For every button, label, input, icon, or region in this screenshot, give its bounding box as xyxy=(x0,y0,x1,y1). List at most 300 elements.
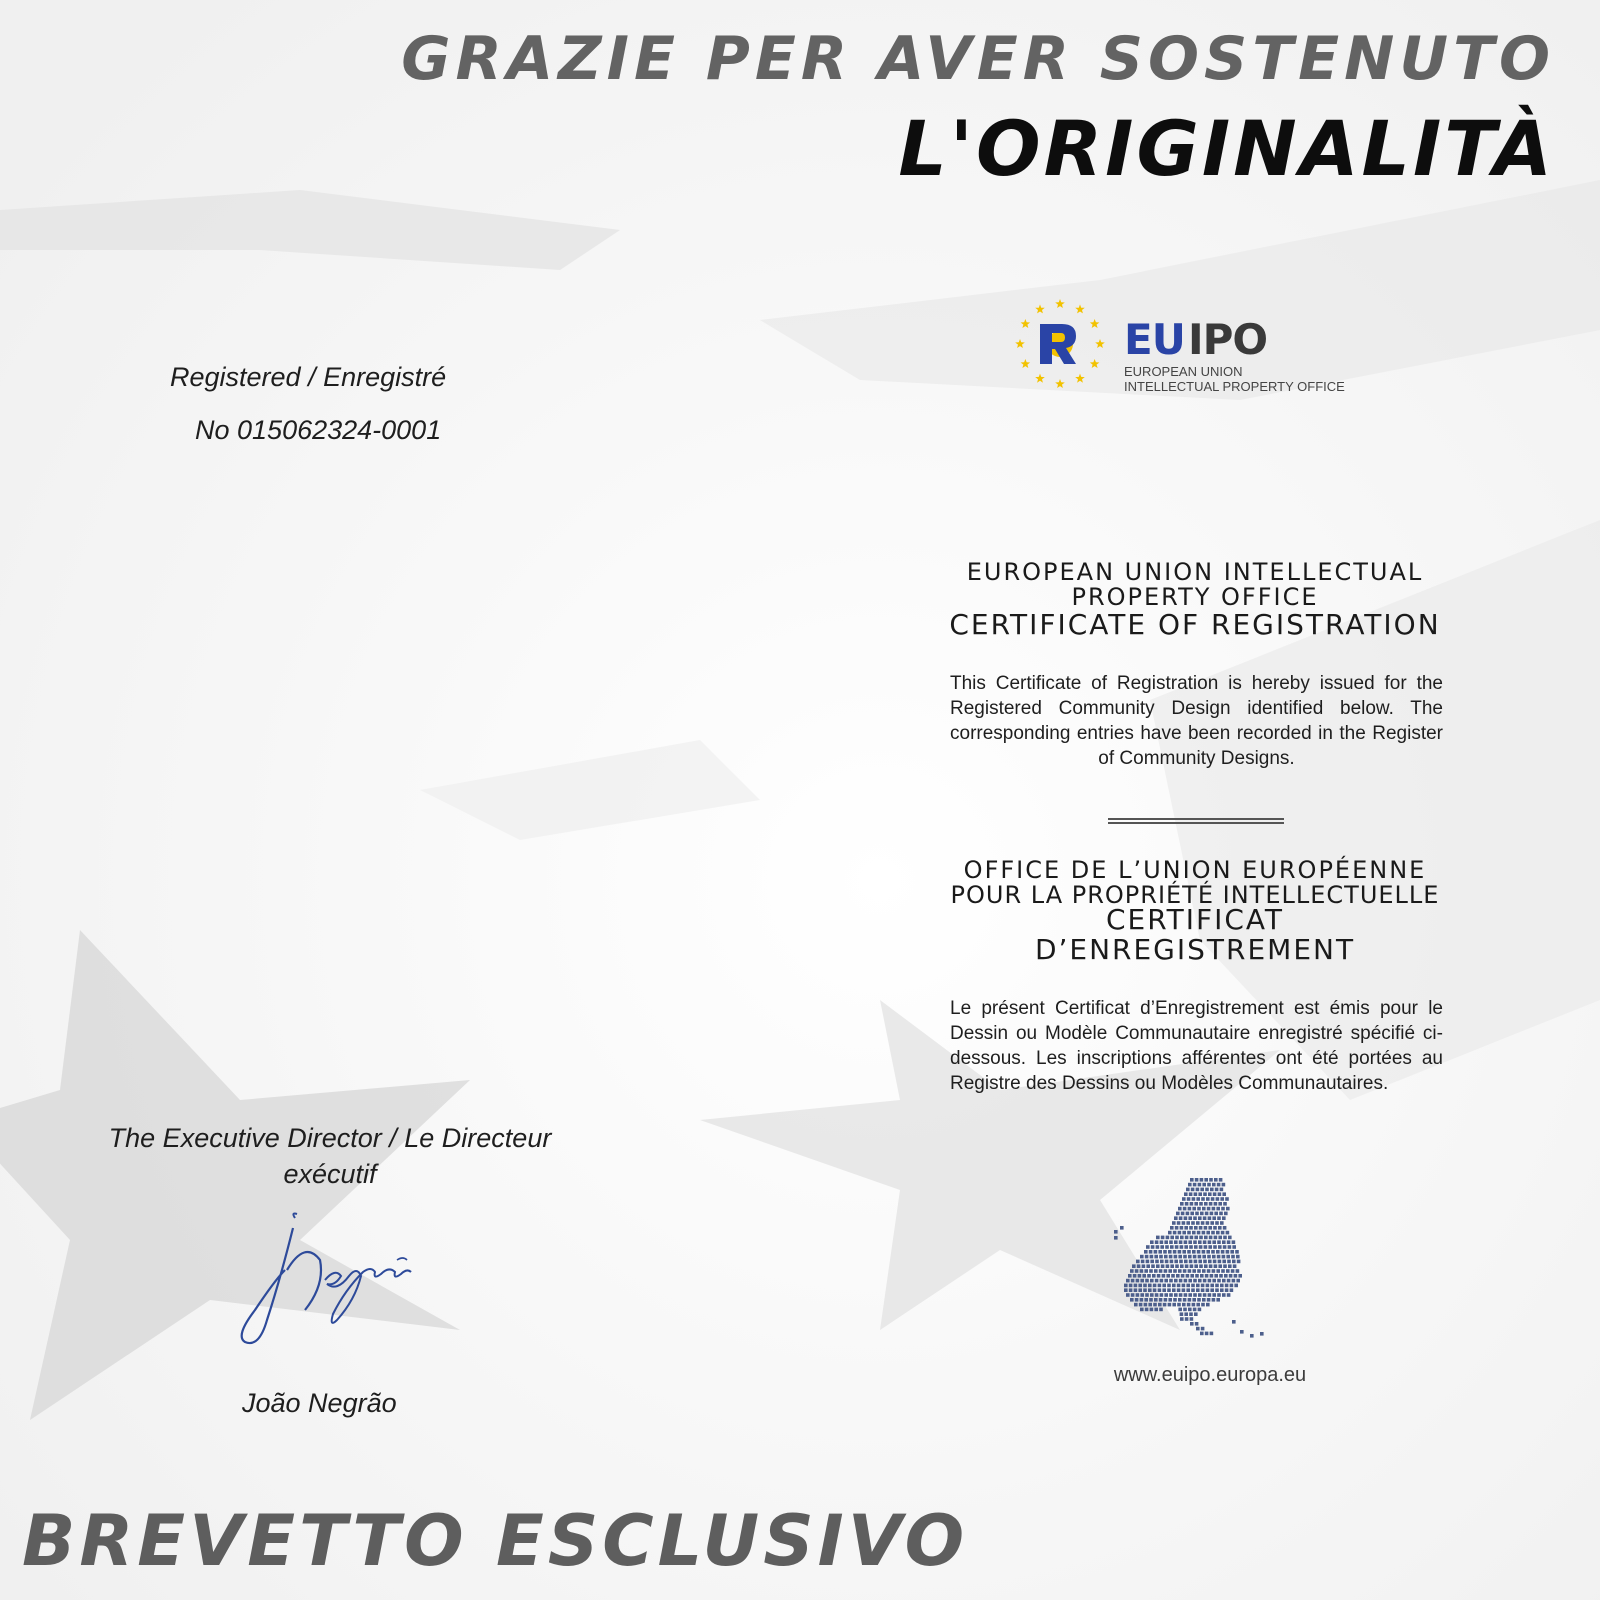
map-dot xyxy=(1156,1264,1160,1268)
map-dot xyxy=(1143,1284,1147,1288)
map-dot xyxy=(1168,1231,1172,1235)
map-dot xyxy=(1199,1226,1203,1230)
map-dot xyxy=(1153,1284,1157,1288)
map-dot xyxy=(1199,1202,1203,1206)
map-dot xyxy=(1114,1230,1118,1234)
map-dot xyxy=(1250,1334,1254,1338)
map-dot xyxy=(1140,1279,1144,1283)
map-dot xyxy=(1161,1264,1165,1268)
map-dot xyxy=(1164,1293,1168,1297)
map-dot xyxy=(1223,1264,1227,1268)
map-dot xyxy=(1137,1264,1141,1268)
map-dot xyxy=(1226,1207,1230,1211)
map-dot xyxy=(1200,1178,1204,1182)
map-dot xyxy=(1232,1240,1236,1244)
map-dot xyxy=(1134,1303,1138,1307)
map-dot xyxy=(1173,1250,1177,1254)
map-dot xyxy=(1144,1250,1148,1254)
map-dot xyxy=(1220,1221,1224,1225)
map-dot xyxy=(1190,1236,1194,1240)
map-dot xyxy=(1193,1183,1197,1187)
map-dot xyxy=(1191,1284,1195,1288)
map-dot xyxy=(1173,1231,1177,1235)
map-dot xyxy=(1209,1264,1213,1268)
map-dot xyxy=(1225,1284,1229,1288)
map-dot xyxy=(1159,1308,1163,1312)
map-dot xyxy=(1189,1312,1193,1316)
map-dot xyxy=(1216,1269,1220,1273)
map-dot xyxy=(1153,1288,1157,1292)
map-dot xyxy=(1138,1288,1142,1292)
map-dot xyxy=(1193,1240,1197,1244)
map-dot xyxy=(1178,1269,1182,1273)
map-dot xyxy=(1168,1269,1172,1273)
map-dot xyxy=(1188,1216,1192,1220)
map-dot xyxy=(1182,1231,1186,1235)
map-dot xyxy=(1193,1293,1197,1297)
map-dot xyxy=(1186,1288,1190,1292)
map-dot xyxy=(1212,1293,1216,1297)
map-dot xyxy=(1212,1183,1216,1187)
map-dot xyxy=(1171,1274,1175,1278)
map-dot xyxy=(1187,1231,1191,1235)
map-dot xyxy=(1218,1260,1222,1264)
map-dot xyxy=(1184,1279,1188,1283)
map-dot xyxy=(1208,1279,1212,1283)
map-dot xyxy=(1159,1269,1163,1273)
map-dot xyxy=(1196,1288,1200,1292)
map-dot xyxy=(1160,1260,1164,1264)
map-dot xyxy=(1195,1212,1199,1216)
map-dot xyxy=(1192,1303,1196,1307)
map-dot xyxy=(1172,1221,1176,1225)
map-dot xyxy=(1187,1197,1191,1201)
map-dot xyxy=(1202,1269,1206,1273)
map-dot xyxy=(1129,1288,1133,1292)
map-dot xyxy=(1212,1207,1216,1211)
map-dot xyxy=(1178,1298,1182,1302)
map-dot xyxy=(1214,1264,1218,1268)
map-dot xyxy=(1134,1284,1138,1288)
map-dot xyxy=(1202,1183,1206,1187)
map-dot xyxy=(1210,1188,1214,1192)
map-dot xyxy=(1185,1236,1189,1240)
map-dot xyxy=(1150,1279,1154,1283)
map-dot xyxy=(1174,1216,1178,1220)
map-dot xyxy=(1150,1260,1154,1264)
map-dot xyxy=(1202,1255,1206,1259)
english-certificate-title: CERTIFICATE OF REGISTRATION xyxy=(949,608,1441,641)
logo-eu-text: EU xyxy=(1124,315,1185,364)
map-dot xyxy=(1172,1284,1176,1288)
map-dot xyxy=(1120,1226,1124,1230)
map-dot xyxy=(1194,1202,1198,1206)
map-dot xyxy=(1189,1260,1193,1264)
map-dot xyxy=(1237,1260,1241,1264)
map-dot xyxy=(1184,1245,1188,1249)
map-dot xyxy=(1225,1288,1229,1292)
director-signature xyxy=(225,1210,425,1360)
map-dot xyxy=(1140,1293,1144,1297)
map-dot xyxy=(1132,1264,1136,1268)
map-dot xyxy=(1180,1317,1184,1321)
map-dot xyxy=(1178,1231,1182,1235)
map-dot xyxy=(1192,1207,1196,1211)
map-dot xyxy=(1208,1245,1212,1249)
map-dot xyxy=(1149,1269,1153,1273)
map-dot xyxy=(1201,1284,1205,1288)
logo-star-icon xyxy=(1055,299,1065,308)
map-dot xyxy=(1190,1317,1194,1321)
map-dot xyxy=(1203,1192,1207,1196)
map-dot xyxy=(1184,1293,1188,1297)
map-dot xyxy=(1194,1264,1198,1268)
map-dot xyxy=(1181,1274,1185,1278)
map-dot xyxy=(1150,1255,1154,1259)
map-dot xyxy=(1114,1236,1118,1240)
map-dot xyxy=(1210,1274,1214,1278)
map-dot xyxy=(1216,1298,1220,1302)
map-dot xyxy=(1211,1231,1215,1235)
map-dot xyxy=(1190,1274,1194,1278)
map-dot xyxy=(1128,1274,1132,1278)
map-dot xyxy=(1196,1284,1200,1288)
map-dot xyxy=(1222,1192,1226,1196)
map-dot xyxy=(1162,1284,1166,1288)
map-dot xyxy=(1144,1298,1148,1302)
map-dot xyxy=(1228,1245,1232,1249)
map-dot xyxy=(1215,1188,1219,1192)
map-dot xyxy=(1199,1236,1203,1240)
map-dot xyxy=(1209,1178,1213,1182)
map-dot xyxy=(1232,1320,1236,1324)
map-dot xyxy=(1188,1240,1192,1244)
map-dot xyxy=(1176,1274,1180,1278)
map-dot xyxy=(1232,1260,1236,1264)
map-dot xyxy=(1170,1245,1174,1249)
map-dot xyxy=(1133,1274,1137,1278)
map-dot xyxy=(1154,1250,1158,1254)
map-dot xyxy=(1212,1240,1216,1244)
map-dot xyxy=(1149,1298,1153,1302)
map-dot xyxy=(1124,1288,1128,1292)
map-dot xyxy=(1160,1245,1164,1249)
map-dot xyxy=(1228,1236,1232,1240)
map-dot xyxy=(1202,1298,1206,1302)
map-dot xyxy=(1192,1269,1196,1273)
map-dot xyxy=(1186,1221,1190,1225)
map-dot xyxy=(1188,1279,1192,1283)
map-dot xyxy=(1185,1317,1189,1321)
map-dot xyxy=(1201,1221,1205,1225)
map-dot xyxy=(1177,1288,1181,1292)
map-dot xyxy=(1222,1260,1226,1264)
map-dot xyxy=(1219,1274,1223,1278)
map-dot xyxy=(1167,1284,1171,1288)
logo-subtitle-line-1: EUROPEAN UNION xyxy=(1124,364,1243,379)
map-dot xyxy=(1182,1288,1186,1292)
map-dot xyxy=(1152,1274,1156,1278)
map-dot xyxy=(1206,1221,1210,1225)
map-dot xyxy=(1197,1250,1201,1254)
map-dot xyxy=(1188,1183,1192,1187)
map-dot xyxy=(1154,1255,1158,1259)
map-dot xyxy=(1193,1255,1197,1259)
map-dot xyxy=(1213,1192,1217,1196)
map-dot xyxy=(1201,1288,1205,1292)
map-dot xyxy=(1200,1274,1204,1278)
map-dot xyxy=(1209,1236,1213,1240)
map-dot xyxy=(1204,1264,1208,1268)
map-dot xyxy=(1162,1274,1166,1278)
map-dot xyxy=(1210,1212,1214,1216)
map-dot xyxy=(1206,1231,1210,1235)
map-dot xyxy=(1194,1226,1198,1230)
map-dot xyxy=(1204,1226,1208,1230)
map-dot xyxy=(1146,1245,1150,1249)
map-dot xyxy=(1126,1293,1130,1297)
map-dot xyxy=(1158,1303,1162,1307)
map-dot xyxy=(1130,1298,1134,1302)
english-paragraph: This Certificate of Registration is hereby issued for the Registered Community Design identified below. The corresponding entries have been recorded in the Register of Community Designs. xyxy=(950,673,1443,769)
map-dot xyxy=(1201,1197,1205,1201)
map-dot xyxy=(1178,1250,1182,1254)
map-dot xyxy=(1160,1293,1164,1297)
map-dot xyxy=(1179,1279,1183,1283)
map-dot xyxy=(1221,1269,1225,1273)
map-dot xyxy=(1139,1303,1143,1307)
map-dot xyxy=(1208,1216,1212,1220)
map-dot xyxy=(1195,1274,1199,1278)
map-dot xyxy=(1165,1245,1169,1249)
map-dot xyxy=(1194,1260,1198,1264)
map-dot xyxy=(1232,1279,1236,1283)
map-dot xyxy=(1209,1202,1213,1206)
map-dot xyxy=(1224,1274,1228,1278)
map-dot xyxy=(1203,1279,1207,1283)
map-dot xyxy=(1227,1240,1231,1244)
map-dot xyxy=(1218,1245,1222,1249)
map-dot xyxy=(1230,1288,1234,1292)
map-dot xyxy=(1223,1202,1227,1206)
map-dot xyxy=(1226,1269,1230,1273)
map-dot xyxy=(1240,1330,1244,1334)
map-dot xyxy=(1217,1279,1221,1283)
map-dot xyxy=(1216,1197,1220,1201)
map-dot xyxy=(1182,1250,1186,1254)
map-dot xyxy=(1223,1245,1227,1249)
map-dot xyxy=(1208,1293,1212,1297)
english-office-line-2: PROPERTY OFFICE xyxy=(1071,583,1319,611)
map-dot xyxy=(1216,1207,1220,1211)
map-dot xyxy=(1194,1236,1198,1240)
map-dot xyxy=(1163,1303,1167,1307)
map-dot xyxy=(1210,1288,1214,1292)
map-dot xyxy=(1164,1255,1168,1259)
eu-stars-icon xyxy=(1012,296,1108,392)
map-dot xyxy=(1206,1197,1210,1201)
map-dot xyxy=(1190,1212,1194,1216)
banner-main-line: L'ORIGINALITÀ xyxy=(898,104,1555,193)
map-dot xyxy=(1179,1240,1183,1244)
map-dot xyxy=(1140,1298,1144,1302)
map-dot xyxy=(1165,1260,1169,1264)
map-dot xyxy=(1202,1250,1206,1254)
map-dot xyxy=(1154,1308,1158,1312)
map-dot xyxy=(1164,1298,1168,1302)
map-dot xyxy=(1174,1255,1178,1259)
map-dot xyxy=(1178,1308,1182,1312)
english-office-line-1: EUROPEAN UNION INTELLECTUAL xyxy=(966,558,1424,586)
registration-label: Registered / Enregistré xyxy=(170,362,447,392)
logo-star-icon xyxy=(1021,359,1031,368)
map-dot xyxy=(1155,1279,1159,1283)
map-dot xyxy=(1186,1284,1190,1288)
map-dot xyxy=(1159,1255,1163,1259)
map-dot xyxy=(1135,1298,1139,1302)
map-dot xyxy=(1217,1240,1221,1244)
map-dot xyxy=(1206,1288,1210,1292)
map-dot xyxy=(1198,1260,1202,1264)
map-dot xyxy=(1197,1231,1201,1235)
map-dot xyxy=(1223,1226,1227,1230)
map-dot xyxy=(1196,1188,1200,1192)
map-dot xyxy=(1221,1207,1225,1211)
map-dot xyxy=(1210,1221,1214,1225)
euipo-logo xyxy=(1012,296,1372,396)
map-dot xyxy=(1154,1298,1158,1302)
map-dot xyxy=(1222,1216,1226,1220)
map-dot xyxy=(1172,1303,1176,1307)
map-dot xyxy=(1208,1240,1212,1244)
map-dot xyxy=(1158,1288,1162,1292)
map-dot xyxy=(1178,1255,1182,1259)
map-dot xyxy=(1150,1240,1154,1244)
map-dot xyxy=(1145,1308,1149,1312)
map-dot xyxy=(1222,1279,1226,1283)
map-dot xyxy=(1156,1236,1160,1240)
french-office-line-1: OFFICE DE L’UNION EUROPÉENNE xyxy=(963,856,1427,884)
map-dot xyxy=(1203,1216,1207,1220)
map-dot xyxy=(1218,1192,1222,1196)
map-dot xyxy=(1208,1260,1212,1264)
map-dot xyxy=(1190,1264,1194,1268)
logo-star-icon xyxy=(1055,379,1065,388)
map-dot xyxy=(1170,1236,1174,1240)
map-dot xyxy=(1188,1255,1192,1259)
map-dot xyxy=(1180,1236,1184,1240)
map-dot xyxy=(1183,1308,1187,1312)
map-dot xyxy=(1218,1236,1222,1240)
map-dot xyxy=(1203,1240,1207,1244)
map-dot xyxy=(1206,1284,1210,1288)
banner-bottom-line: BREVETTO ESCLUSIVO xyxy=(22,1500,969,1582)
map-dot xyxy=(1205,1212,1209,1216)
map-dot xyxy=(1160,1279,1164,1283)
map-dot xyxy=(1229,1274,1233,1278)
map-dot xyxy=(1173,1298,1177,1302)
map-dot xyxy=(1168,1250,1172,1254)
map-dot xyxy=(1184,1226,1188,1230)
map-dot xyxy=(1179,1260,1183,1264)
map-dot xyxy=(1154,1269,1158,1273)
french-office-line-2: POUR LA PROPRIÉTÉ INTELLECTUELLE xyxy=(950,881,1440,909)
map-dot xyxy=(1170,1260,1174,1264)
map-dot xyxy=(1226,1250,1230,1254)
map-dot xyxy=(1212,1255,1216,1259)
map-dot xyxy=(1196,1197,1200,1201)
map-dot xyxy=(1214,1274,1218,1278)
logo-star-icon xyxy=(1021,319,1031,328)
map-dot xyxy=(1172,1288,1176,1292)
map-dot xyxy=(1204,1245,1208,1249)
map-dot xyxy=(1233,1264,1237,1268)
map-dot xyxy=(1212,1298,1216,1302)
section-divider xyxy=(1108,818,1284,824)
logo-subtitle-line-2: INTELLECTUAL PROPERTY OFFICE xyxy=(1124,379,1345,394)
map-dot xyxy=(1146,1264,1150,1268)
french-certificate-title-line-2: D’ENREGISTREMENT xyxy=(1034,933,1356,966)
map-dot xyxy=(1195,1322,1199,1326)
map-dot xyxy=(1202,1207,1206,1211)
map-dot xyxy=(1149,1250,1153,1254)
map-dot xyxy=(1151,1264,1155,1268)
map-dot xyxy=(1185,1202,1189,1206)
map-dot xyxy=(1193,1216,1197,1220)
logo-star-icon xyxy=(1090,359,1100,368)
map-dot xyxy=(1236,1269,1240,1273)
map-dot xyxy=(1210,1284,1214,1288)
map-dot xyxy=(1177,1284,1181,1288)
map-dot xyxy=(1222,1293,1226,1297)
map-dot xyxy=(1214,1236,1218,1240)
map-dot xyxy=(1192,1298,1196,1302)
banner-top-line: GRAZIE PER AVER SOSTENUTO xyxy=(401,24,1555,94)
french-paragraph: Le présent Certificat d’Enregistrement est émis pour le Dessin ou Modèle Communautaire enregistré spécifié ci-dessous. Les inscriptions afférentes ont été portées au Registre des Dessins ou Modèles Communautaires. xyxy=(950,998,1443,1094)
map-dot xyxy=(1178,1207,1182,1211)
map-dot xyxy=(1158,1250,1162,1254)
map-dot xyxy=(1226,1231,1230,1235)
map-dot xyxy=(1175,1264,1179,1268)
logo-star-icon xyxy=(1035,304,1045,313)
map-dot xyxy=(1182,1197,1186,1201)
map-dot xyxy=(1185,1264,1189,1268)
map-dot xyxy=(1140,1255,1144,1259)
map-dot xyxy=(1183,1298,1187,1302)
map-dot xyxy=(1260,1332,1264,1336)
map-dot xyxy=(1184,1260,1188,1264)
map-dot xyxy=(1166,1264,1170,1268)
map-dot xyxy=(1207,1183,1211,1187)
map-dot xyxy=(1220,1284,1224,1288)
map-dot xyxy=(1182,1221,1186,1225)
map-dot xyxy=(1205,1188,1209,1192)
map-dot xyxy=(1191,1288,1195,1292)
map-dot xyxy=(1143,1288,1147,1292)
map-dot xyxy=(1191,1221,1195,1225)
map-dot xyxy=(1148,1288,1152,1292)
map-dot xyxy=(1214,1178,1218,1182)
map-dot xyxy=(1192,1250,1196,1254)
map-dot xyxy=(1194,1312,1198,1316)
map-dot xyxy=(1188,1298,1192,1302)
map-dot xyxy=(1144,1269,1148,1273)
map-dot xyxy=(1188,1207,1192,1211)
map-dot xyxy=(1148,1284,1152,1288)
logo-star-icon xyxy=(1075,374,1085,383)
map-dot xyxy=(1155,1260,1159,1264)
map-dot xyxy=(1159,1298,1163,1302)
